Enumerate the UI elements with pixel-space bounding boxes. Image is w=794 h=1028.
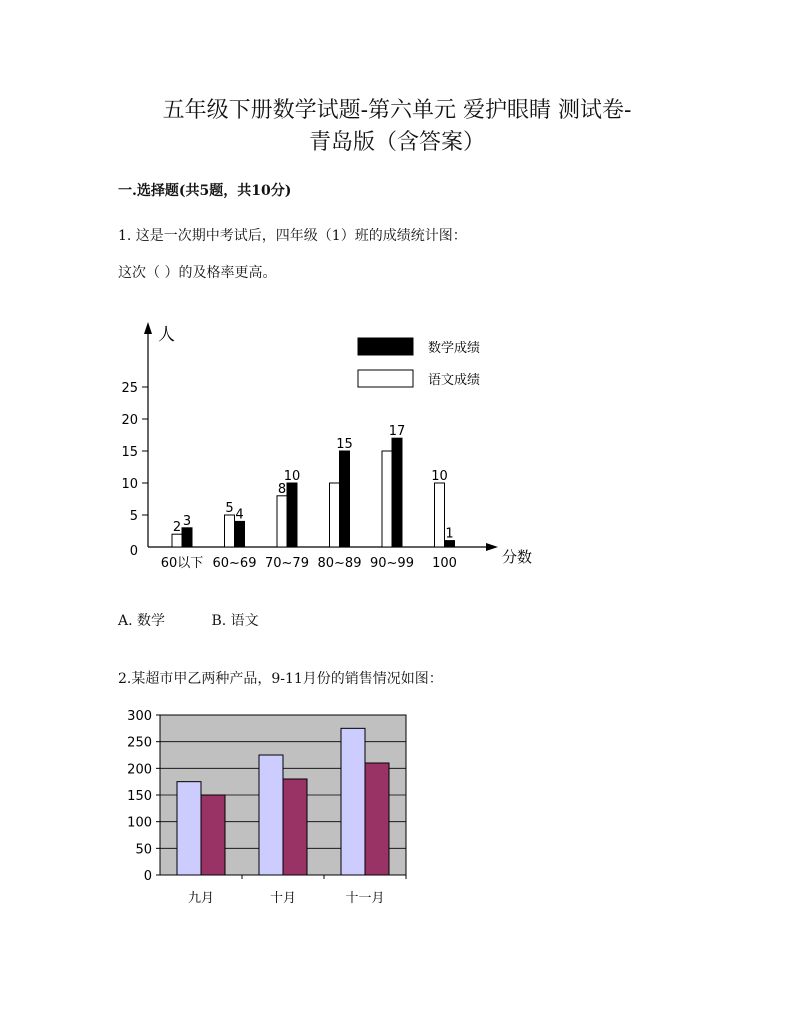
legend-swatch: [358, 370, 413, 387]
x-tick-label: 60~69: [212, 556, 257, 571]
bar: [382, 451, 392, 547]
legend-swatch: [358, 338, 413, 355]
bar: [182, 528, 192, 547]
x-tick-label: 90~99: [370, 556, 414, 571]
y-tick-label: 150: [127, 789, 152, 804]
y-tick-label: 250: [127, 735, 152, 751]
x-tick-label: 九月: [187, 891, 215, 906]
data-label: 5: [225, 501, 234, 516]
bar: [330, 483, 340, 547]
data-label: 17: [388, 424, 406, 440]
bar: [225, 515, 235, 547]
y-axis-arrow: [144, 322, 152, 334]
data-label: 10: [283, 469, 301, 484]
bar: [283, 779, 307, 875]
bar: [172, 534, 182, 547]
y-tick-label: 0: [129, 544, 138, 559]
page-title-line1: 五年级下册数学试题-第六单元 爱护眼睛 测试卷-: [162, 98, 632, 123]
y-tick-label: 5: [129, 509, 138, 524]
x-tick-label: 80~89: [317, 556, 362, 571]
option-a[interactable]: A. 数学: [118, 613, 166, 629]
data-label: 2: [172, 520, 182, 536]
bar: [259, 755, 283, 875]
page-title-line2: 青岛版（含答案）: [308, 130, 485, 155]
question-2-text: 2.某超市甲乙两种产品，9-11月份的销售情况如图：: [118, 671, 443, 687]
x-tick-label: 70~79: [265, 556, 309, 571]
bar: [177, 782, 201, 875]
bar: [201, 795, 225, 875]
data-label: 15: [336, 437, 353, 452]
chart-exam-scores: [118, 318, 548, 578]
x-tick-label: 十月: [269, 891, 297, 906]
data-label: 8: [277, 481, 287, 497]
bar: [340, 451, 350, 547]
question-1-text: 1. 这是一次期中考试后，四年级（1）班的成绩统计图：: [118, 228, 467, 244]
y-tick-label: 0: [143, 869, 152, 884]
y-tick-label: 20: [121, 413, 138, 428]
x-axis-label: 分数: [502, 548, 533, 566]
x-tick-label: 十一月: [345, 891, 385, 906]
question-1-prompt: 这次（ ）的及格率更高。: [118, 265, 277, 281]
data-label: 4: [235, 507, 244, 523]
y-tick-label: 300: [127, 709, 152, 724]
data-label: 1: [445, 526, 454, 542]
x-tick-label: 60以下: [160, 556, 204, 571]
x-axis-arrow: [486, 543, 498, 551]
option-b[interactable]: B. 语文: [211, 613, 259, 629]
bar: [287, 483, 297, 547]
data-label: 10: [431, 469, 448, 484]
question-1-options: [118, 610, 301, 630]
chart-product-sales: [118, 708, 418, 918]
bar: [341, 728, 365, 875]
y-axis-label: 人: [158, 325, 175, 345]
y-tick-label: 200: [127, 762, 152, 778]
x-tick-label: 100: [432, 556, 457, 571]
bar: [365, 763, 389, 875]
y-tick-label: 100: [127, 815, 152, 831]
bar: [235, 521, 245, 547]
bar: [392, 438, 402, 547]
y-tick-label: 15: [121, 445, 138, 460]
legend-label: 数学成绩: [428, 341, 481, 356]
y-tick-label: 25: [121, 381, 138, 396]
bar: [435, 483, 445, 547]
legend-label: 语文成绩: [428, 373, 481, 388]
y-tick-label: 50: [135, 842, 152, 858]
data-label: 3: [182, 513, 192, 529]
y-tick-label: 10: [121, 477, 138, 492]
bar: [277, 496, 287, 547]
section-heading: 一.选择题(共5题，共10分): [118, 183, 292, 199]
